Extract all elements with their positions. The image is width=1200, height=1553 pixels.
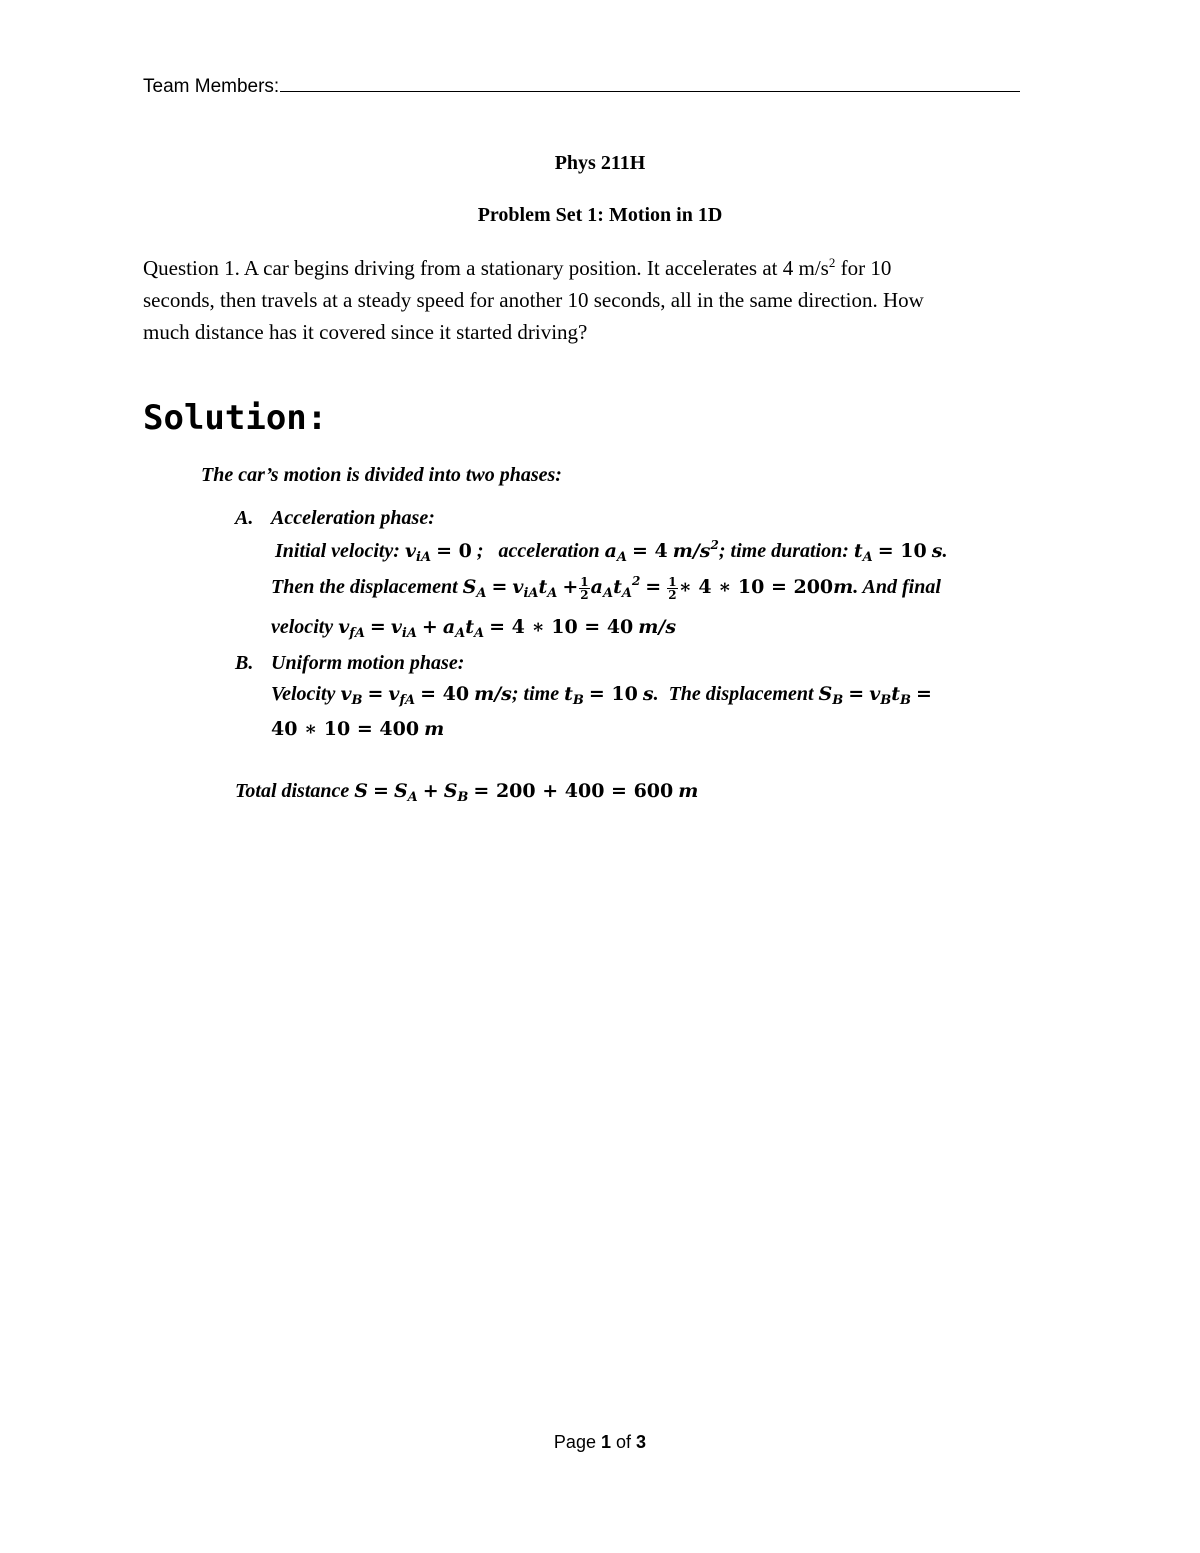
time-duration-label: ; time duration: <box>718 540 849 562</box>
velocity-label-a: velocity <box>271 616 334 638</box>
question-text-line2: seconds, then travels at a steady speed for another 10 seconds, all in the same direction. How <box>143 288 924 312</box>
phase-b-velocity-line: Velocity $v_B = v_{fA} = 40$ m/s; time $t_B = 10$ s. The displacement $S_B = v_Bt_B$ = <box>271 683 932 708</box>
footer-page-word: Page <box>553 1432 596 1452</box>
footer-page-number: 1 <box>600 1432 611 1452</box>
then-displacement-label: Then the displacement <box>271 576 458 599</box>
initial-velocity-label: Initial velocity: <box>275 540 400 562</box>
and-final-label: . And final <box>853 576 941 599</box>
phase-b-title: Uniform motion phase: <box>271 652 465 674</box>
phase-a-heading <box>235 507 435 530</box>
footer-of-word: of <box>616 1432 632 1452</box>
phase-a-initial-line: Initial velocity: $v_{iA} = 0$ ; acceleration $a_A = 4$ $m/s^2$; time duration: $t_A = 10$ s. <box>275 538 948 565</box>
phase-a-displacement-line: Then the displacement $S_A = v_{iA}t_A$ + $\frac{1}{2}$ $a_At_A^2$ = $\frac{1}{2}$ ∗ 4 ∗ 10 = 200m. And final <box>271 574 941 602</box>
team-members-header <box>143 74 1020 98</box>
question-superscript: 2 <box>828 255 836 270</box>
question-text-line3: much distance has it covered since it started driving? <box>143 320 588 344</box>
team-members-label: Team Members: <box>143 76 280 97</box>
solution-intro: The car’s motion is divided into two phases: <box>201 464 562 486</box>
page-footer <box>0 1432 1200 1453</box>
acceleration-label: acceleration <box>498 540 600 562</box>
total-distance-label: Total distance <box>235 780 350 802</box>
question-text-part2: for 10 <box>835 256 892 280</box>
displacement-label-b: The displacement <box>668 683 814 705</box>
team-members-blank-line <box>280 74 1020 92</box>
footer-total-pages: 3 <box>636 1432 647 1452</box>
question-text-part1: Question 1. A car begins driving from a stationary position. It accelerates at 4 m/s <box>143 256 829 280</box>
total-distance-line: Total distance $S = S_A + S_B = 200 + 400 = 600$ m <box>235 780 699 805</box>
velocity-label-b: Velocity <box>271 683 336 705</box>
phase-b-heading <box>235 652 464 675</box>
phase-b-marker: B. <box>235 652 254 674</box>
phase-a-marker: A. <box>235 507 254 529</box>
phase-a-title: Acceleration phase: <box>271 507 435 529</box>
phase-a-final-velocity-line: velocity $v_{fA} = v_{iA} + a_At_A = 4$ ∗ 10 = 40 m/s <box>271 616 677 641</box>
solution-heading: Solution: <box>143 398 328 438</box>
problem-set-title: Problem Set 1: Motion in 1D <box>477 204 723 226</box>
phase-b-result-line: 40 ∗ 10 = 400 m <box>271 718 445 740</box>
time-label-b: ; time <box>511 683 560 705</box>
question-1-text <box>143 252 1043 348</box>
course-title: Phys 211H <box>554 152 646 174</box>
